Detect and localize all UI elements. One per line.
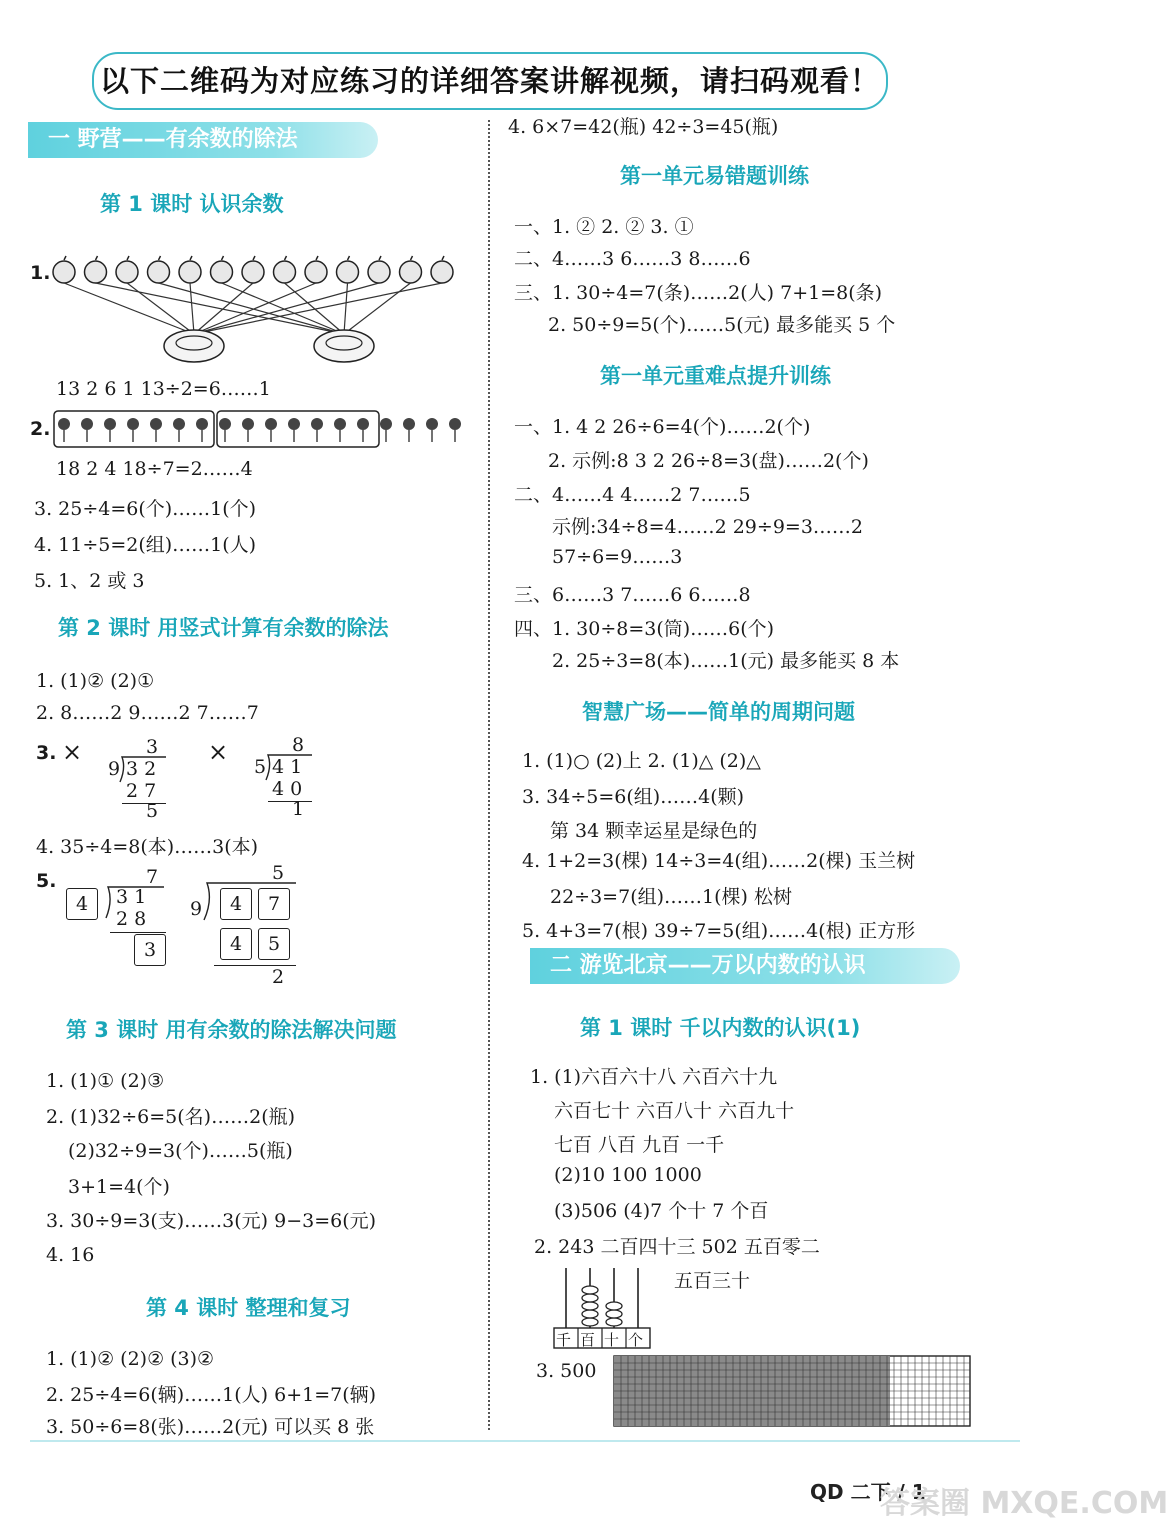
apple-icon (53, 261, 75, 283)
l4-q3: 3. 50÷6=8(张)……2(元) 可以买 8 张 (46, 1416, 375, 1438)
r-sec4-l5: (3)506 (4)7 个十 7 个百 (554, 1200, 769, 1222)
l1-q2-answer: 18 2 4 18÷7=2……4 (56, 458, 253, 480)
div4-box-tens: 4 (220, 888, 252, 920)
l2-q2: 2. 8……2 9……2 7……7 (36, 702, 259, 724)
unit2-title: 二 游览北京——万以内数的认识 (530, 948, 960, 984)
l1-q1-answer: 13 2 6 1 13÷2=6……1 (56, 378, 271, 400)
div3-product: 2 8 (116, 908, 147, 930)
abacus-bead (606, 1318, 622, 1326)
l2-q4: 4. 35÷4=8(本)……3(本) (36, 836, 259, 858)
div1-quotient: 3 (146, 736, 159, 758)
cross-mark-1: × (62, 738, 83, 766)
l1-q4: 4. 11÷5=2(组)……1(人) (34, 534, 257, 556)
apple-icon (431, 261, 453, 283)
r-sec4-title: 第 1 课时 千以内数的认识(1) (580, 1016, 861, 1040)
unit1-title: 一 野营——有余数的除法 (28, 122, 378, 158)
flower-icon (311, 418, 323, 430)
plate-icon-right (314, 330, 374, 362)
flower-icon (403, 418, 415, 430)
flower-icon (58, 418, 70, 430)
div2-dividend: 4 1 (272, 756, 303, 778)
apple-icon (148, 261, 170, 283)
abacus-bead (606, 1310, 622, 1318)
r-sec1-title: 第一单元易错题训练 (620, 164, 809, 188)
lesson2-title: 第 2 课时 用竖式计算有余数的除法 (58, 616, 389, 640)
r-sec2-l5: 57÷6=9……3 (552, 546, 683, 568)
lesson1-title: 第 1 课时 认识余数 (100, 192, 284, 216)
div1-product: 2 7 (126, 780, 157, 802)
apples-plates-figure (44, 250, 474, 380)
div2-quotient: 8 (292, 734, 305, 756)
r-sec2-l1: 一、1. 4 2 26÷6=4(个)……2(个) (514, 416, 811, 438)
div2-remainder: 1 (292, 798, 305, 820)
flower-icon (288, 418, 300, 430)
page-footer: QD 二下 / 1 (810, 1480, 926, 1504)
flower-icon (81, 418, 93, 430)
l2-q5-num: 5. (36, 870, 57, 892)
watermark: 答案圈 MXQE.COM (880, 1486, 1168, 1521)
div2-product: 4 0 (272, 778, 303, 800)
r-sec3-title: 智慧广场——简单的周期问题 (582, 700, 855, 724)
flower-icon (127, 418, 139, 430)
r-top-q4: 4. 6×7=42(瓶) 42÷3=45(瓶) (508, 116, 779, 138)
r-sec4-l1: 1. (1)六百六十八 六百六十九 (530, 1066, 778, 1088)
flower-row (58, 418, 461, 442)
r-sec2-l3: 二、4……4 4……2 7……5 (514, 484, 751, 506)
r-sec1-l1: 一、1. ② 2. ② 3. ① (514, 216, 694, 238)
flower-icon (357, 418, 369, 430)
r-sec4-l8: 3. 500 (536, 1360, 597, 1382)
r-sec1-l3: 三、1. 30÷4=7(条)……2(人) 7+1=8(条) (514, 282, 883, 304)
l3-q3: 3. 30÷9=3(支)……3(元) 9−3=6(元) (46, 1210, 377, 1232)
l3-q2b: (2)32÷9=3(个)……5(瓶) (68, 1140, 293, 1162)
abacus-label-hundreds: 百 (580, 1331, 596, 1349)
l3-q2a: 2. (1)32÷6=5(名)……2(瓶) (46, 1106, 296, 1128)
flower-icon (104, 418, 116, 430)
apple-icon (179, 261, 201, 283)
apple-icon (85, 261, 107, 283)
r-sec4-l3: 七百 八百 九百 一千 (554, 1134, 725, 1156)
l4-q2: 2. 25÷4=6(辆)……1(人) 6+1=7(辆) (46, 1384, 377, 1406)
flower-icon (449, 418, 461, 430)
apple-icon (305, 261, 327, 283)
div4-quotient: 5 (272, 862, 285, 884)
flower-icon (173, 418, 185, 430)
apple-row (53, 256, 453, 283)
div3-remainder-box: 3 (134, 934, 166, 966)
apple-icon (116, 261, 138, 283)
r-sec2-l2: 2. 示例:8 3 2 26÷8=3(盘)……2(个) (548, 450, 869, 472)
abacus-bead (582, 1318, 598, 1326)
div4-box-ones: 7 (258, 888, 290, 920)
l3-q2c: 3+1=4(个) (68, 1176, 170, 1198)
flower-icon (150, 418, 162, 430)
div4-remainder: 2 (272, 966, 285, 988)
r-sec4-l6: 2. 243 二百四十三 502 五百零二 (534, 1236, 820, 1258)
apple-icon (211, 261, 233, 283)
r-sec1-l2: 二、4……3 6……3 8……6 (514, 248, 751, 270)
r-sec2-l8: 2. 25÷3=8(本)……1(元) 最多能买 8 本 (552, 650, 900, 672)
abacus-bead (606, 1302, 622, 1310)
div3-dividend: 3 1 (116, 886, 147, 908)
apple-icon (242, 261, 264, 283)
div1-divisor: 9 (108, 758, 121, 780)
l3-q1: 1. (1)① (2)③ (46, 1070, 165, 1092)
l2-q3-num: 3. (36, 742, 57, 764)
r-sec3-l4: 4. 1+2=3(棵) 14÷3=4(组)……2(棵) 玉兰树 (522, 850, 916, 872)
div4-divisor: 9 (190, 898, 203, 920)
apple-icon (400, 261, 422, 283)
flower-icon (219, 418, 231, 430)
abacus-beads (582, 1286, 622, 1326)
r-sec2-l7: 四、1. 30÷8=3(筒)……6(个) (514, 618, 775, 640)
abacus-label-tens: 十 (604, 1331, 620, 1349)
lesson4-title: 第 4 课时 整理和复习 (146, 1296, 351, 1320)
l4-q1: 1. (1)② (2)② (3)② (46, 1348, 215, 1370)
r-sec2-l4: 示例:34÷8=4……2 29÷9=3……2 (552, 516, 864, 538)
abacus-bead (582, 1302, 598, 1310)
r-sec4-l7: 五百三十 (674, 1270, 751, 1292)
l1-q3: 3. 25÷4=6(个)……1(个) (34, 498, 257, 520)
cross-mark-2: × (208, 738, 229, 766)
div3-rule (110, 932, 166, 933)
plate-icon-left (164, 330, 224, 362)
flower-icon (334, 418, 346, 430)
apple-icon (274, 261, 296, 283)
r-sec2-l6: 三、6……3 7……6 6……8 (514, 584, 751, 606)
div1-dividend: 3 2 (126, 758, 157, 780)
r-sec1-l4: 2. 50÷9=5(个)……5(元) 最多能买 5 个 (548, 314, 896, 336)
r-sec3-l1: 1. (1)○ (2)上 2. (1)△ (2)△ (522, 750, 761, 772)
div2-rule (268, 801, 312, 802)
r-sec2-title: 第一单元重难点提升训练 (600, 364, 831, 388)
abacus-bead (582, 1286, 598, 1294)
div2-divisor: 5 (254, 756, 267, 778)
bottom-rule (30, 1440, 1020, 1442)
l3-q4: 4. 16 (46, 1244, 95, 1266)
r-sec4-l2: 六百七十 六百八十 六百九十 (554, 1100, 795, 1122)
r-sec3-l2: 3. 34÷5=6(组)……4(颗) (522, 786, 745, 808)
div4-box-prod-tens: 4 (220, 928, 252, 960)
abacus-label-thousands: 千 (556, 1331, 572, 1349)
flower-icon (242, 418, 254, 430)
connector-lines (64, 283, 442, 334)
flower-icon (196, 418, 208, 430)
r-sec3-l6: 5. 4+3=7(根) 39÷7=5(组)……4(根) 正方形 (522, 920, 916, 942)
l1-q5: 5. 1、2 或 3 (34, 570, 145, 592)
lesson3-title: 第 3 课时 用有余数的除法解决问题 (66, 1018, 397, 1042)
abacus-bead (582, 1294, 598, 1302)
flower-icon (426, 418, 438, 430)
r-sec4-l4: (2)10 100 1000 (554, 1164, 702, 1186)
r-sec3-l5: 22÷3=7(组)……1(棵) 松树 (550, 886, 792, 908)
div3-quotient: 7 (146, 866, 159, 888)
abacus-bead (582, 1310, 598, 1318)
div1-rule (122, 803, 166, 804)
div3-divisor-box: 4 (66, 888, 98, 920)
apple-icon (368, 261, 390, 283)
flowers-grouped-figure (52, 408, 482, 452)
column-divider (488, 120, 490, 1430)
l1-q1-num: 1. (30, 262, 51, 284)
l2-q1: 1. (1)② (2)① (36, 670, 155, 692)
div1-remainder: 5 (146, 800, 159, 822)
apple-icon (337, 261, 359, 283)
hundred-grid-figure (614, 1356, 972, 1428)
flower-icon (380, 418, 392, 430)
flower-icon (265, 418, 277, 430)
l1-q2-num: 2. (30, 418, 51, 440)
qr-banner: 以下二维码为对应练习的详细答案讲解视频，请扫码观看！ (92, 52, 888, 110)
div4-box-prod-ones: 5 (258, 928, 290, 960)
r-sec3-l3: 第 34 颗幸运星是绿色的 (550, 820, 758, 842)
abacus-label-ones: 个 (628, 1331, 644, 1349)
